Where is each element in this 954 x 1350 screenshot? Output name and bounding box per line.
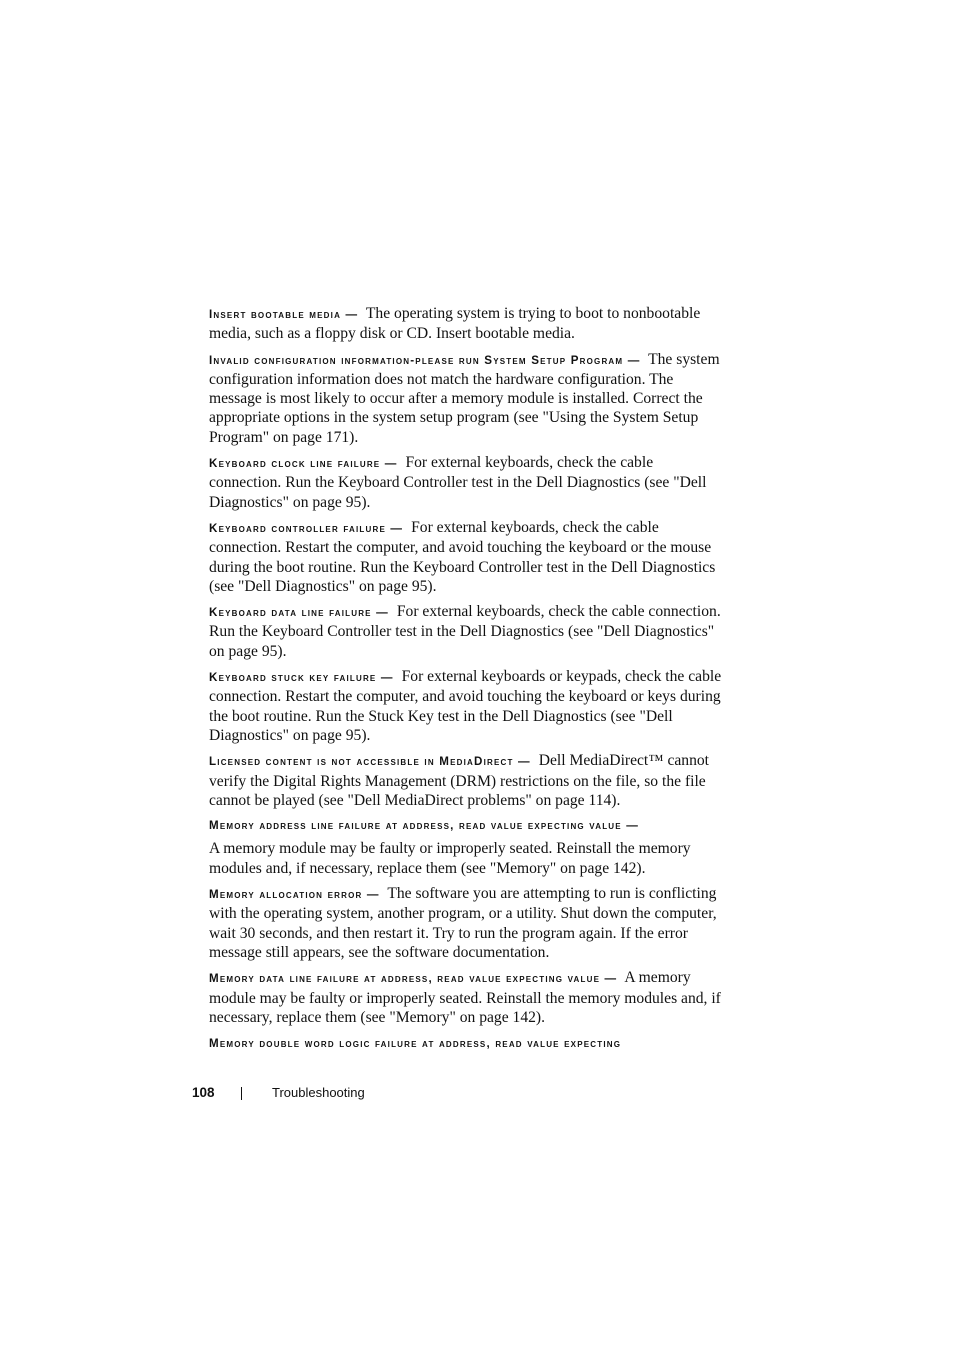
footer-separator bbox=[241, 1087, 242, 1100]
entry-description: The software you are attempting to run is conflicting with the operating system, another program, or a utility. Shut down the computer, wait 30 seconds, and then restart it. Try to run the program again. If the error message still appears, see the software documentation. bbox=[209, 885, 717, 961]
entry-description: For external keyboards, check the cable connection. Run the Keyboard Controller test in the Dell Diagnostics (see "Dell Diagnostics" on page 95). bbox=[209, 603, 721, 660]
error-entry-invalid-configuration bbox=[209, 350, 729, 447]
page-number: 108 bbox=[192, 1085, 215, 1100]
entry-term: Memory double word logic failure at address, read value expecting bbox=[209, 1037, 622, 1051]
entry-term: Insert bootable media — bbox=[209, 308, 359, 321]
document-body bbox=[209, 304, 729, 1059]
error-entry-keyboard-data-line bbox=[209, 602, 729, 661]
entry-description: The operating system is trying to boot to nonbootable media, such as a floppy disk or CD. Insert bootable media. bbox=[209, 305, 701, 343]
entry-description: For external keyboards or keypads, check the cable connection. Restart the computer, and avoid touching the keyboard or keys during the boot routine. Run the Stuck Key test in the Dell Diagnostics (see "Dell Diagnostics" on page 95). bbox=[209, 668, 722, 744]
error-entry-keyboard-stuck-key bbox=[209, 667, 729, 745]
error-entry-memory-data-line bbox=[209, 968, 729, 1027]
error-entry-keyboard-clock-line bbox=[209, 453, 729, 512]
entry-term: Keyboard clock line failure — bbox=[209, 457, 398, 471]
error-entry-keyboard-controller bbox=[209, 518, 729, 596]
entry-description: For external keyboards, check the cable connection. Restart the computer, and avoid touching the keyboard or the mouse during the boot routine. Run the Keyboard Controller test in the Dell Diagnostics (see "Dell Diagnostics" on page 95). bbox=[209, 518, 716, 595]
entry-term: Keyboard data line failure — bbox=[209, 606, 389, 620]
entry-description: For external keyboards, check the cable connection. Run the Keyboard Controller test in the Dell Diagnostics (see "Dell Diagnostics" on page 95). bbox=[209, 454, 707, 511]
entry-term: Invalid configuration information-please run System Setup Program — bbox=[209, 353, 641, 367]
entry-description: A memory module may be faulty or improperly seated. Reinstall the memory modules and, if necessary, replace them (see "Memory" on page 142). bbox=[209, 969, 721, 1026]
error-entry-memory-address-line bbox=[209, 816, 729, 878]
error-entry-memory-double-word bbox=[209, 1033, 729, 1053]
entry-description: The system configuration information does not match the hardware configuration. The message is most likely to occur after a memory module is installed. Correct the appropriate options in the system setup program (see "Using the System Setup Program" on page 171). bbox=[209, 350, 720, 446]
entry-term: Memory allocation error — bbox=[209, 888, 380, 902]
entry-term: Memory data line failure at address, read value expecting value — bbox=[209, 972, 618, 986]
error-entry-insert-bootable-media bbox=[209, 304, 729, 344]
entry-term: Memory address line failure at address, read value expecting value — bbox=[209, 819, 640, 833]
entry-term: Keyboard stuck key failure — bbox=[209, 671, 394, 685]
entry-description: A memory module may be faulty or improperly seated. Reinstall the memory modules and, if necessary, replace them (see "Memory" on page 142). bbox=[209, 840, 691, 877]
error-entry-memory-allocation bbox=[209, 884, 729, 962]
entry-description: Dell MediaDirect™ cannot verify the Digital Rights Management (DRM) restrictions on the file, so the file cannot be played (see "Dell MediaDirect problems" on page 114). bbox=[209, 752, 710, 809]
section-title: Troubleshooting bbox=[272, 1085, 365, 1100]
entry-term: Licensed content is not accessible in MediaDirect — bbox=[209, 755, 531, 769]
error-entry-licensed-content bbox=[209, 751, 729, 810]
entry-term: Keyboard controller failure — bbox=[209, 521, 404, 535]
